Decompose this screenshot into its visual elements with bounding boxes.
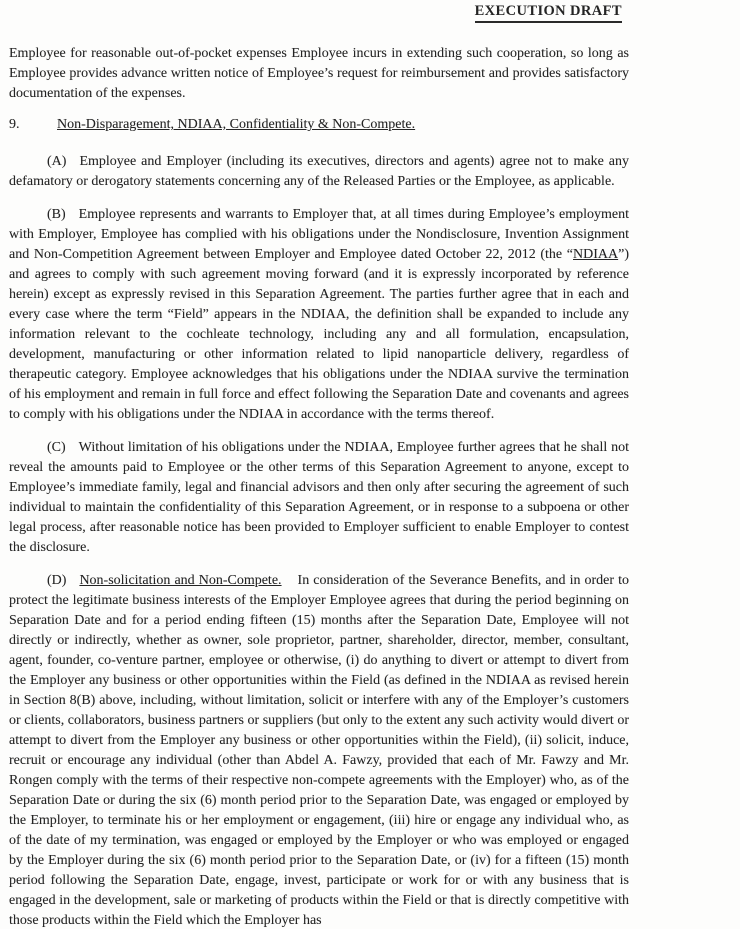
paragraph-d-marker: (D) xyxy=(47,573,67,588)
execution-draft-label: EXECUTION DRAFT xyxy=(475,3,622,23)
paragraph-b-text-part2: ”) and agrees to comply with such agreement moving forward (and it is expressly incorporated by reference herein) except as expressly revised in this Separation Agreement. The parties further agree that in each and every case where the term “Field” appears in the NDIAA, the definition shall be expanded to include any information relevant to the cochleate technology, including any and all formulation, encapsulation, development, manufacturing or other information related to lipid nanoparticle delivery, regardless of therapeutic category. Employee acknowledges that his obligations under the NDIAA survive the termination of his employment and remain in full force and effect following the Separation Date and covenants and agrees to comply with his obligations under the NDIAA in accordance with the terms thereof. xyxy=(9,247,629,422)
paragraph-c xyxy=(9,438,629,558)
paragraph-b-marker: (B) xyxy=(47,207,66,222)
paragraph-a-marker: (A) xyxy=(47,154,67,169)
section-9-number: 9. xyxy=(9,117,20,132)
paragraph-c-text: Without limitation of his obligations under the NDIAA, Employee further agrees that he shall not reveal the amounts paid to Employee or the other terms of this Separation Agreement to anyone, except to Employee’s immediate family, legal and financial advisors and then only after securing the agreement of such individual to maintain the confidentiality of this Separation Agreement, or in response to a subpoena or other legal process, after reasonable notice has been provided to Employer sufficient to enable Employer to contest the disclosure. xyxy=(9,440,629,555)
paragraph-d-subheading: Non-solicitation and Non-Compete. xyxy=(79,573,282,588)
intro-paragraph xyxy=(9,44,629,104)
paragraph-d-text: In consideration of the Severance Benefits, and in order to protect the legitimate business interests of the Employer Employee agrees that during the period beginning on Separation Date and for a period ending fifteen (15) months after the Separation Date, Employee will not directly or indirectly, whether as owner, sole proprietor, partner, shareholder, director, member, consultant, agent, founder, co-venture partner, employee or otherwise, (i) do anything to divert or attempt to divert from the Employer any business or other opportunities within the Field (as defined in the NDIAA as revised herein in Section 8(B) above, including, without limitation, solicit or interfere with any of the Employer’s customers or clients, collaborators, business partners or suppliers (but only to the extent any such activity would divert or attempt to divert from the Employer any business or other opportunities within the Field), (ii) solicit, induce, recruit or encourage any individual (other than Abdel A. Fawzy, provided that each of Mr. Fawzy and Mr. Rongen comply with the terms of their respective non-compete agreements with the Employer) who, as of the Separation Date or during the six (6) month period prior to the Separation Date, was engaged or employed by the Employer, to terminate his or her employment or engagement, (iii) hire or engage any individual who, as of the date of my termination, was engaged or employed by the Employer or who was employed or engaged by the Employer during the six (6) month period prior to the Separation Date, or (iv) for a fifteen (15) month period following the Separation Date, engage, invest, participate or work for or with any business that is engaged in the development, sale or marketing of products within the Field or that is directly competitive with those products within the Field which the Employer has xyxy=(9,573,629,928)
ndiaa-defined-term: NDIAA xyxy=(573,247,619,262)
intro-paragraph-text: Employee for reasonable out-of-pocket expenses Employee incurs in extending such cooperation, so long as Employee provides advance written notice of Employee’s request for reimbursement and provides satisfactory documentation of the expenses. xyxy=(9,46,629,101)
paragraph-d xyxy=(9,571,629,929)
paragraph-c-marker: (C) xyxy=(47,440,66,455)
section-9-heading xyxy=(9,115,629,135)
section-9-title: Non-Disparagement, NDIAA, Confidentiality & Non-Compete. xyxy=(57,117,416,132)
document-content xyxy=(9,44,629,929)
paragraph-a xyxy=(9,152,629,192)
paragraph-a-text: Employee and Employer (including its executives, directors and agents) agree not to make any defamatory or derogatory statements concerning any of the Released Parties or the Employee, as applicable. xyxy=(9,154,629,189)
paragraph-b xyxy=(9,205,629,425)
paragraph-b-text-part1: Employee represents and warrants to Employer that, at all times during Employee’s employment with Employer, Employee has complied with his obligations under the Nondisclosure, Invention Assignment and Non-Competition Agreement between Employer and Employee dated October 22, 2012 (the “ xyxy=(9,207,629,262)
